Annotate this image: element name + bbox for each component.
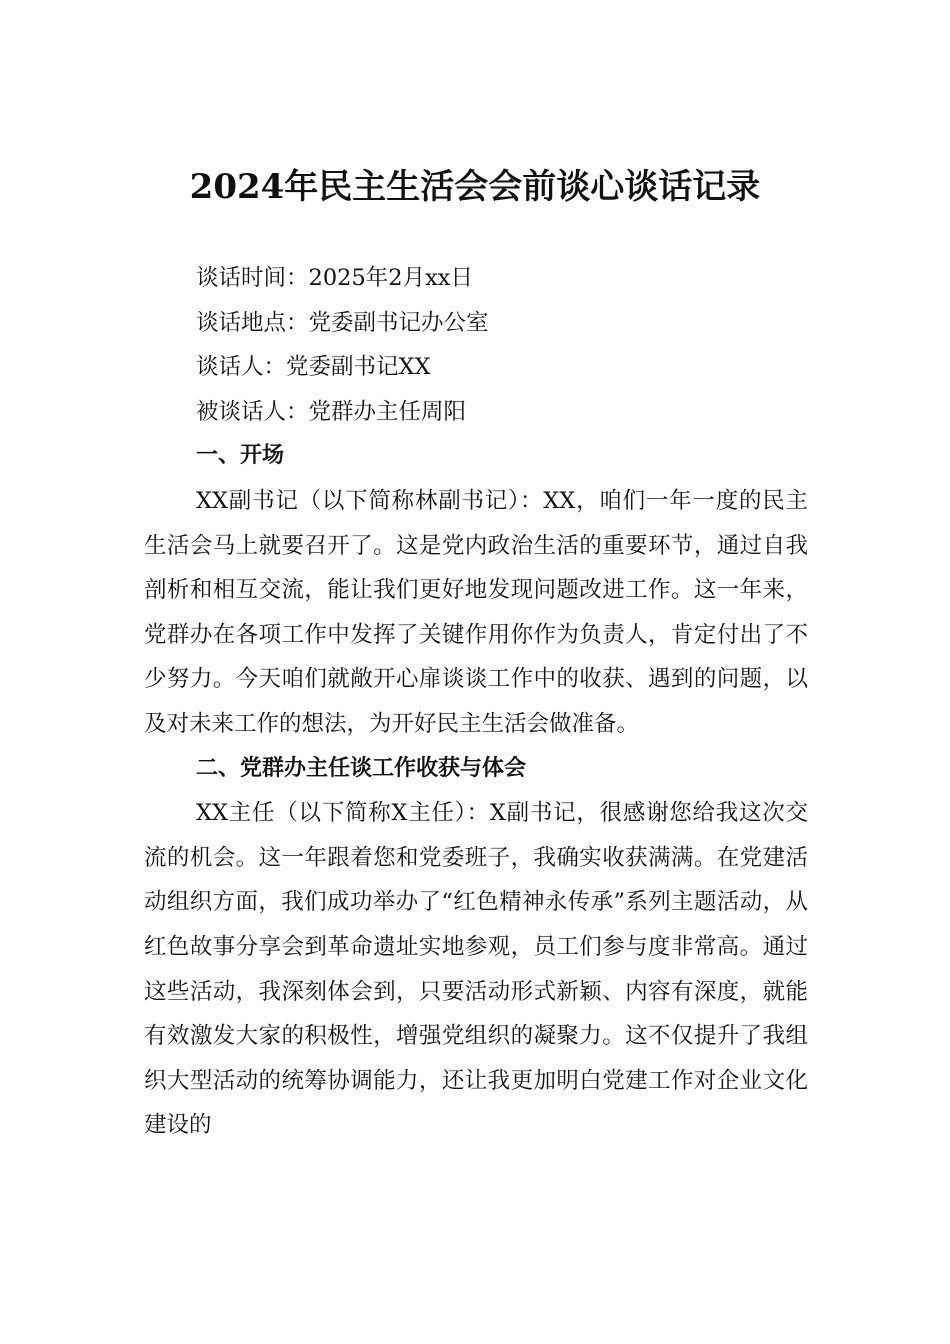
paragraph-gains: XX主任（以下简称X主任）：X副书记，很感谢您给我这次交流的机会。这一年跟着您和党委班子，我确实收获满满。在党建活动组织方面，我们成功举办了“红色精神永传承”系列主题活动，从红色故事分享会到革命遗址实地参观，员工们参与度非常高。通过这些活动，我深刻体会到，只要活动形式新颖、内容有深度，就能有效激发大家的积极性，增强党组织的凝聚力。这不仅提升了我组织大型活动的统筹协调能力，还让我更加明白党建工作对企业文化建设的	[144, 800, 808, 1139]
meta-interviewer: 谈话人：党委副书记XX	[196, 354, 431, 381]
document-title: 2024年民主生活会会前谈心谈话记录	[189, 167, 761, 207]
section-heading-gains: 二、党群办主任谈工作收获与体会	[196, 755, 527, 781]
section-heading-opening: 一、开场	[196, 443, 285, 469]
meta-interviewee: 被谈话人：党群办主任周阳	[196, 398, 467, 425]
meta-interview-location: 谈话地点：党委副书记办公室	[196, 309, 489, 336]
meta-interview-time: 谈话时间：2025年2月xx日	[196, 265, 473, 291]
paragraph-opening: XX副书记（以下简称林副书记）：XX，咱们一年一度的民主生活会马上就要召开了。这是党内政治生活的重要环节，通过自我剖析和相互交流，能让我们更好地发现问题改进工作。这一年来，党群办在各项工作中发挥了关键作用你作为负责人，肯定付出了不少努力。今天咱们就敞开心扉谈谈工作中的收获、遇到的问题，以及对未来工作的想法，为开好民主生活会做准备。	[144, 487, 808, 737]
document-body	[144, 256, 808, 1148]
